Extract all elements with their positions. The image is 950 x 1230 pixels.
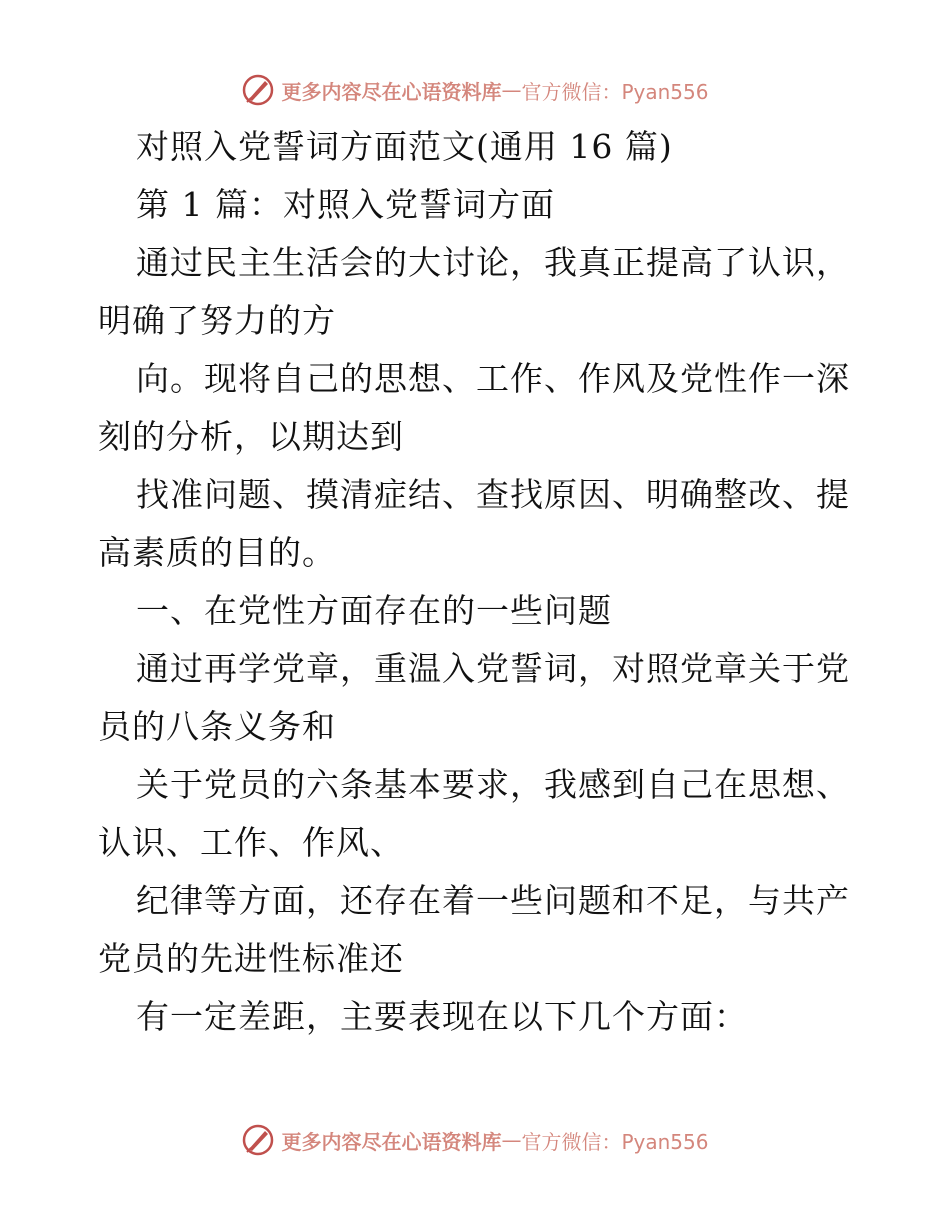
paragraph-line: 纪律等方面，还存在着一些问题和不足，与共产: [136, 881, 850, 920]
paragraph-line: 有一定差距，主要表现在以下几个方面：: [136, 997, 748, 1036]
paragraph-line: 高素质的目的。: [98, 533, 336, 572]
quill-pen-logo-icon: [241, 73, 275, 107]
paragraph-line: 认识、工作、作风、: [98, 823, 404, 862]
paragraph-line: 刻的分析，以期达到: [98, 417, 404, 456]
quill-pen-logo-icon: [241, 1123, 275, 1157]
watermark-main-text: 更多内容尽在心语资料库: [281, 1129, 502, 1154]
watermark-sub-text: 官方微信：Pyan556: [521, 1129, 709, 1154]
paragraph-line: 员的八条义务和: [98, 707, 336, 746]
watermark-dash: —: [501, 1128, 522, 1152]
watermark-main-text: 更多内容尽在心语资料库: [281, 79, 502, 104]
paragraph-line: 关于党员的六条基本要求，我感到自己在思想、: [136, 765, 850, 804]
paragraph-line: 党员的先进性标准还: [98, 939, 404, 978]
document-body: [98, 118, 858, 1046]
section-heading: 第 1 篇：对照入党誓词方面: [136, 185, 555, 224]
footer-watermark: [0, 1120, 950, 1160]
paragraph-line: 找准问题、摸清症结、查找原因、明确整改、提: [136, 475, 850, 514]
paragraph-line: 明确了努力的方: [98, 301, 336, 340]
paragraph-line: 通过再学党章，重温入党誓词，对照党章关于党: [136, 649, 850, 688]
document-title: 对照入党誓词方面范文(通用 16 篇): [136, 127, 673, 166]
watermark-dash: —: [501, 78, 522, 102]
paragraph-line: 通过民主生活会的大讨论，我真正提高了认识，: [136, 243, 850, 282]
watermark-sub-text: 官方微信：Pyan556: [521, 79, 709, 104]
subsection-heading: 一、在党性方面存在的一些问题: [136, 591, 612, 630]
paragraph-line: 向。现将自己的思想、工作、作风及党性作一深: [136, 359, 850, 398]
header-watermark: [0, 70, 950, 110]
